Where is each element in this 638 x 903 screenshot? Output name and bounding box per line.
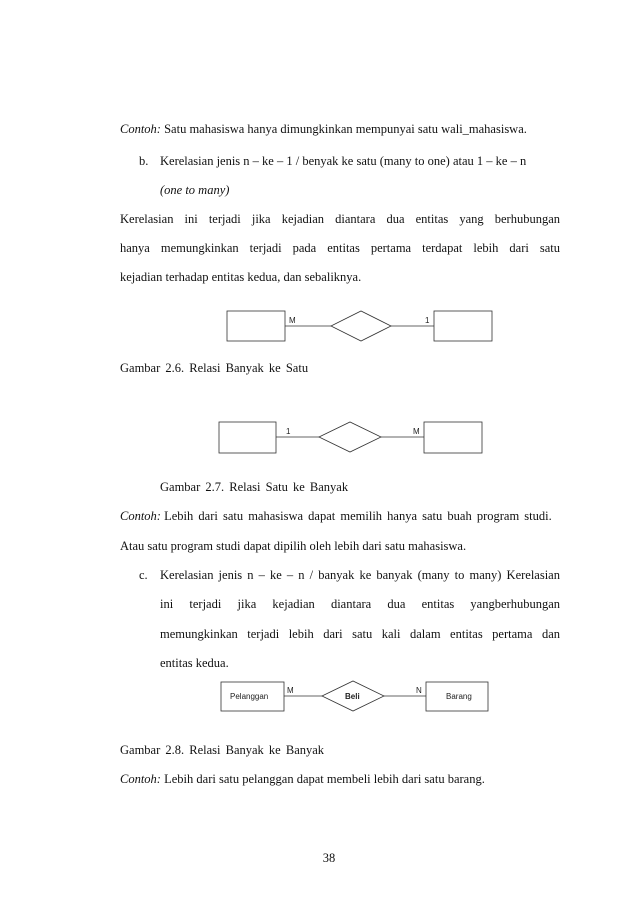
entity-box-left [227, 311, 285, 341]
example-label: Contoh: [120, 122, 161, 136]
figure-2-7-diagram [219, 422, 482, 453]
relation-label-beli: Beli [345, 692, 360, 701]
entity-box-left [219, 422, 276, 453]
list-item-c [139, 567, 560, 583]
entity-box-right [434, 311, 492, 341]
body-line-2: hanya memungkinkan terjadi pada entitas pertama terdapat lebih dari satu [120, 241, 560, 255]
example-label: Contoh: [120, 772, 161, 786]
entity-box-right [424, 422, 482, 453]
body-line-3: kejadian terhadap entitas kedua, dan sebaliknya. [120, 270, 362, 284]
relation-diamond [319, 422, 381, 452]
entity-label-pelanggan: Pelanggan [230, 692, 269, 701]
list-text-c-cont-3: entitas kedua. [160, 656, 229, 670]
list-text-c-cont-1: ini terjadi jika kejadian diantara dua entitas yangberhubungan [160, 597, 560, 611]
figure-2-8-caption: Gambar 2.8. Relasi Banyak ke Banyak [120, 743, 325, 757]
cardinality-right: M [413, 427, 420, 436]
body-line-4: Atau satu program studi dapat dipilih oleh lebih dari satu mahasiswa. [120, 539, 467, 553]
cardinality-left: M [287, 686, 294, 695]
list-text-b-cont: (one to many) [160, 183, 230, 197]
list-text-c-cont-2: memungkinkan terjadi lebih dari satu kali dalam entitas pertama dan [160, 627, 560, 641]
entity-label-barang: Barang [446, 692, 472, 701]
example-text: Lebih dari satu pelanggan dapat membeli lebih dari satu barang. [164, 772, 485, 786]
figure-2-8-diagram [221, 681, 488, 711]
cardinality-right: 1 [425, 316, 430, 325]
body-line-1: Kerelasian ini terjadi jika kejadian diantara dua entitas yang berhubungan [120, 212, 560, 226]
list-marker-c: c. [139, 568, 148, 582]
relation-diamond [331, 311, 391, 341]
example-line-2 [120, 508, 560, 524]
cardinality-left: 1 [286, 427, 291, 436]
page-number: 38 [322, 851, 336, 865]
list-marker-b: b. [139, 154, 149, 168]
figure-2-6-caption: Gambar 2.6. Relasi Banyak ke Satu [120, 361, 309, 375]
example-line-3 [120, 771, 485, 787]
figure-2-7-caption: Gambar 2.7. Relasi Satu ke Banyak [160, 480, 349, 494]
cardinality-left: M [289, 316, 296, 325]
example-label: Contoh: [120, 509, 161, 523]
figure-2-6-diagram [227, 311, 492, 341]
cardinality-right: N [416, 686, 422, 695]
list-text-b: Kerelasian jenis n – ke – 1 / benyak ke satu (many to one) atau 1 – ke – n [160, 154, 527, 168]
example-text: Lebih dari satu mahasiswa dapat memilih hanya satu buah program studi. [164, 509, 552, 523]
list-text-c: Kerelasian jenis n – ke – n / banyak ke banyak (many to many) Kerelasian [160, 568, 560, 582]
example-text: Satu mahasiswa hanya dimungkinkan mempunyai satu wali_mahasiswa. [164, 122, 527, 136]
